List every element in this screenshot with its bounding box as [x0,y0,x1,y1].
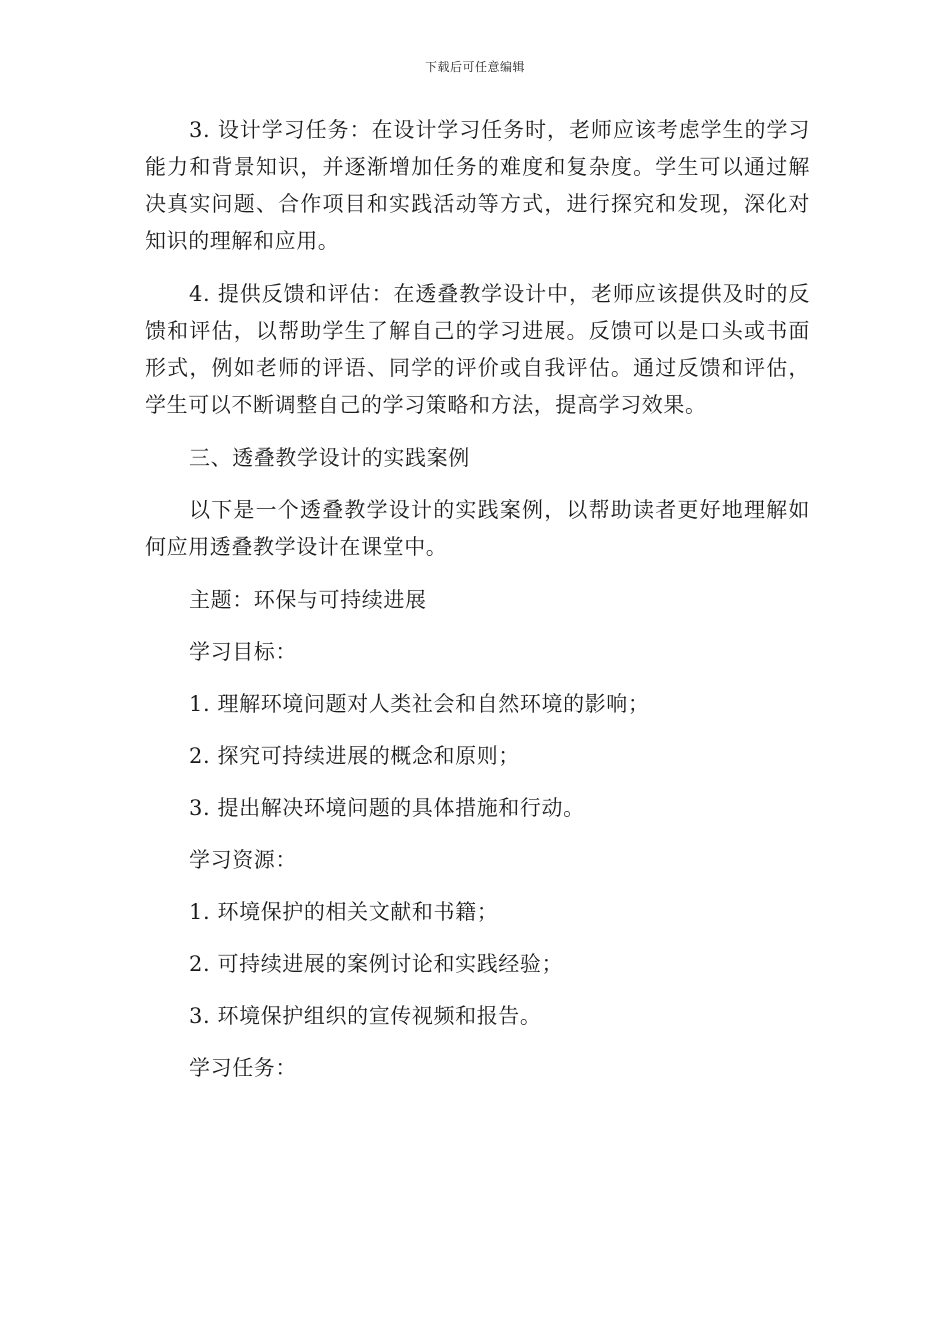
document-body [145,112,810,1102]
theme-line: 主题：环保与可持续进展 [189,588,427,612]
tasks-label: 学习任务： [189,1056,297,1080]
paragraph-feedback-assessment: 4. 提供反馈和评估：在透叠教学设计中，老师应该提供及时的反馈和评估，以帮助学生了解自己的学习进展。反馈可以是口头或书面形式，例如老师的评语、同学的评价或自我评估。通过反馈和评估，学生可以不断调整自己的学习策略和方法，提高学习效果。 [145,282,810,417]
resource-item: 2. 可持续进展的案例讨论和实践经验； [189,952,564,976]
objective-item: 1. 理解环境问题对人类社会和自然环境的影响； [189,692,650,716]
paragraph-design-tasks: 3. 设计学习任务：在设计学习任务时，老师应该考虑学生的学习能力和背景知识，并逐渐增加任务的难度和复杂度。学生可以通过解决真实问题、合作项目和实践活动等方式，进行探究和发现，深化对知识的理解和应用。 [145,118,810,253]
page-header: 下载后可任意编辑 [424,60,525,74]
objective-item: 3. 提出解决环境问题的具体措施和行动。 [189,796,585,820]
paragraph-case-intro: 以下是一个透叠教学设计的实践案例，以帮助读者更好地理解如何应用透叠教学设计在课堂中。 [145,498,810,559]
resource-item: 1. 环境保护的相关文献和书籍； [189,900,499,924]
objective-item: 2. 探究可持续进展的概念和原则； [189,744,520,768]
resources-label: 学习资源： [189,848,297,872]
resource-item: 3. 环境保护组织的宣传视频和报告。 [189,1004,542,1028]
section-heading: 三、透叠教学设计的实践案例 [189,446,470,470]
objectives-label: 学习目标： [189,640,297,664]
